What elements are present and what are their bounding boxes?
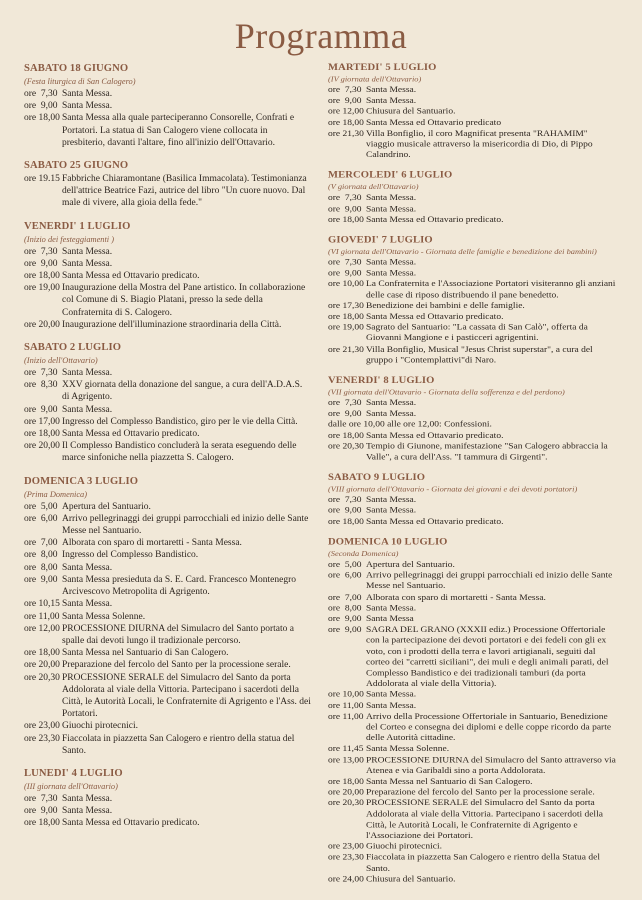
event-text: Ingresso del Complesso Bandistico, giro per le vie della Città.: [62, 416, 298, 427]
event-time: ore 7,00: [24, 538, 58, 549]
event-time: ore 6,00: [328, 571, 362, 581]
event-text: Santa Messa.: [62, 368, 113, 379]
schedule-item: [328, 204, 618, 215]
event-text: Santa Messa nel Santuario di San Calogero.: [366, 777, 533, 787]
event-text: Fabbriche Chiaramontane (Basilica Immacolata). Testimonianza dell'attrice Beatrice Fazi, autrice del libro "Un cuore nuovo. Dal male di vivere, alla gioia della fede.": [62, 174, 307, 209]
event-text: Arrivo pellegrinaggi dei gruppi parrocchiali ed inizio delle Sante Messe nel Santuario.: [366, 571, 613, 592]
event-time: ore 18,00: [24, 271, 60, 282]
event-text: Santa Messa ed Ottavario predicato.: [62, 818, 200, 829]
schedule-item: [24, 513, 312, 537]
event-time: ore 7,30: [24, 793, 58, 804]
day-title: SABATO 9 LUGLIO: [328, 472, 426, 483]
event-time: ore 12,00: [24, 623, 60, 634]
day-section: [328, 537, 618, 886]
event-text: Villa Bonfiglio, Musical "Jesus Christ superstar", a cura del gruppo i "Contemplattivi"di Naro.: [366, 345, 593, 365]
event-text: Chiusura del Santuario.: [366, 107, 456, 117]
event-time: ore 20,30: [328, 442, 364, 452]
event-text: Santa Messa.: [366, 506, 417, 516]
day-section: [24, 475, 312, 757]
event-text: Santa Messa: [366, 614, 414, 624]
event-time: ore 5,00: [24, 501, 58, 512]
event-text: Fiaccolata in piazzetta San Calogero e rientro della Statua del Santo.: [366, 853, 600, 874]
day-section: [328, 170, 618, 226]
event-time: ore 11,00: [328, 712, 364, 722]
event-time: ore 19.15: [24, 174, 60, 185]
schedule-item: [24, 598, 312, 610]
event-text: Santa Messa.: [366, 409, 417, 419]
event-text: Santa Messa.: [62, 258, 113, 269]
schedule-item: [24, 574, 312, 598]
event-text: SAGRA DEL GRANO (XXXII ediz.) Processione Offertoriale con la partecipazione dei devoti portatori e dei fedeli con gli ex voto, con i prodotti della terra e lavori artigianali, seguiti dal corteo dei "carretti siciliani", dei muli e degli animali parati, del Complesso Bandistico e dei tradizionali tamburi (da porta Addolorata al viale della Vittoria).: [366, 625, 609, 689]
event-text: Santa Messa.: [62, 246, 113, 257]
schedule-item: [328, 301, 618, 312]
day-section: [24, 767, 312, 830]
event-text: Arrivo pellegrinaggi dei gruppi parrocchiali ed inizio delle Sante Messe nel Santuario.: [62, 513, 309, 537]
event-text: Santa Messa.: [366, 86, 417, 95]
event-time: ore 17,00: [24, 416, 60, 427]
event-time: ore 18,00: [328, 517, 364, 527]
schedule-item: [24, 611, 312, 623]
schedule-item: [24, 623, 312, 647]
event-text: Chiusura del Santuario.: [366, 875, 456, 885]
event-time: ore 7,30: [328, 258, 362, 268]
event-text: Santa Messa.: [62, 806, 113, 817]
event-time: ore 10,00: [328, 690, 364, 700]
schedule-item: [328, 495, 618, 506]
schedule-item: [24, 173, 312, 210]
day-title: DOMENICA 10 LUGLIO: [328, 537, 448, 548]
event-time: ore 9,00: [24, 101, 58, 112]
event-time: ore 9,00: [24, 574, 58, 585]
event-time: ore 7,30: [328, 86, 362, 95]
event-text: Santa Messa.: [366, 398, 417, 408]
event-time: ore 7,30: [24, 368, 58, 379]
event-text: La Confraternita e l'Associazione Portatori visiteranno gli anziani delle case di riposo distribuendo il pane benedetto.: [366, 280, 616, 300]
event-time: ore 9,00: [24, 806, 58, 817]
day-section: [24, 62, 312, 149]
event-time: ore 13,00: [328, 755, 364, 765]
schedule-item: [328, 842, 618, 853]
event-text: Tempio di Giunone, manifestazione "San Calogero abbraccia la Valle", a cura dell'Ass. "I tammura di Girgenti".: [366, 442, 608, 463]
event-time: ore 18,00: [328, 431, 364, 441]
event-time: ore 7,00: [328, 593, 362, 603]
event-text: Santa Messa.: [366, 258, 417, 268]
event-text: Apertura del Santuario.: [366, 560, 455, 570]
schedule-item: [328, 118, 618, 129]
event-time: ore 18,00: [24, 648, 60, 659]
event-text: Villa Bonfiglio, il coro Magnificat presenta "RAHAMIM" viaggio musicale attraverso la misericordia di Dio, di Pippo Calandrino.: [366, 129, 593, 160]
event-time: ore 8,00: [24, 562, 58, 573]
event-text: Apertura del Santuario.: [62, 501, 151, 512]
event-time: ore 11,00: [328, 701, 364, 711]
event-time: ore 7,30: [328, 193, 362, 203]
day-title: VENERDI' 1 LUGLIO: [24, 220, 131, 232]
schedule-item: [328, 96, 618, 107]
day-subtitle: (Inizio dei festeggiamenti ): [24, 234, 115, 244]
day-title: SABATO 25 GIUGNO: [24, 160, 129, 172]
event-text: Santa Messa.: [366, 96, 417, 106]
schedule-item: [24, 537, 312, 549]
event-time: ore 18,00: [24, 818, 60, 829]
event-time: ore 20,00: [328, 788, 364, 798]
day-subtitle: (III giornata dell'Ottavario): [24, 781, 118, 791]
schedule-item: [24, 659, 312, 671]
schedule-item: [328, 603, 618, 614]
event-time: ore 5,00: [328, 560, 362, 570]
event-time: ore 20,00: [24, 319, 60, 330]
schedule-item: [24, 112, 312, 149]
event-text: Santa Messa ed Ottavario predicato: [366, 118, 502, 128]
event-text: PROCESSIONE SERALE del Simulacro del Santo da porta Addolorata al viale della Vittoria. Partecipano i sacerdoti della Città, le Autorità Locali, le Confraternite di Agrigento e l'Ass. dei Portatori.: [62, 672, 311, 720]
day-subtitle: (VI giornata dell'Ottavario - Giornata delle famiglie e benedizione dei bambini): [328, 247, 597, 256]
event-time: ore 20,00: [24, 660, 60, 671]
event-text: Alborata con sparo di mortaretti - Santa Messa.: [62, 538, 242, 549]
schedule-item: [328, 614, 618, 625]
day-title: DOMENICA 3 LUGLIO: [24, 475, 139, 487]
event-text: Il Complesso Bandistico concluderà la serata eseguendo delle marce sinfoniche nella piazzetta S. Calogero.: [62, 441, 297, 464]
event-text: Santa Messa ed Ottavario predicato.: [366, 431, 504, 441]
event-time: ore 19,00: [328, 323, 364, 333]
day-section: [24, 159, 312, 210]
day-section: [328, 375, 618, 463]
event-text: Santa Messa ed Ottavario predicato.: [366, 517, 504, 527]
schedule-item: [328, 107, 618, 118]
event-time: ore 9,00: [24, 404, 58, 415]
event-text: Santa Messa.: [366, 690, 417, 700]
day-section: [24, 220, 312, 331]
event-time: ore 20,30: [328, 799, 364, 809]
event-time: ore 21,30: [328, 345, 364, 355]
event-time: ore 24,00: [328, 875, 364, 885]
schedule-item: [328, 85, 618, 96]
event-time: ore 9,00: [328, 204, 362, 214]
schedule-item: [328, 777, 618, 788]
schedule-item: [24, 404, 312, 416]
event-text: Santa Messa.: [366, 269, 417, 279]
event-time: ore 7,30: [328, 496, 362, 505]
day-title: MERCOLEDI' 6 LUGLIO: [328, 170, 453, 181]
day-subtitle: (Festa liturgica di San Calogero): [24, 77, 136, 86]
right-column: [328, 62, 618, 894]
event-text: Fiaccolata in piazzetta San Calogero e rientro della statua del Santo.: [62, 733, 295, 756]
day-section: [328, 62, 618, 161]
event-text: Giuochi pirotecnici.: [62, 721, 138, 732]
event-text: Santa Messa nel Santuario di San Calogero.: [62, 648, 229, 659]
schedule-item: [24, 270, 312, 282]
day-title: GIOVEDI' 7 LUGLIO: [328, 235, 433, 246]
event-time: ore 9,00: [24, 258, 58, 269]
day-section: [24, 341, 312, 465]
schedule-item: [328, 129, 618, 162]
event-time: ore 11,00: [24, 611, 60, 622]
day-subtitle: (V giornata dell'Ottavario): [328, 183, 419, 192]
schedule-item: [24, 379, 312, 403]
schedule-item: [328, 431, 618, 442]
event-time: ore 9,00: [328, 409, 362, 419]
event-time: ore 11,45: [328, 744, 364, 754]
schedule-item: [328, 701, 618, 712]
schedule-item: [24, 501, 312, 513]
event-text: Preparazione del fercolo del Santo per la processione serale.: [62, 660, 291, 671]
event-time: ore 17,30: [328, 301, 364, 311]
event-text: Santa Messa.: [62, 793, 113, 804]
event-text: Santa Messa.: [62, 599, 113, 610]
event-time: ore 7,30: [24, 89, 58, 99]
schedule-item: [24, 720, 312, 732]
event-text: Santa Messa presieduta da S. E. Card. Francesco Montenegro Arcivescovo Metropolita di Agrigento.: [62, 574, 297, 598]
schedule-item: [328, 268, 618, 279]
schedule-item: [24, 549, 312, 561]
event-text: PROCESSIONE DIURNA del Simulacro del Santo portato a spalle dai devoti lungo il tradizionale percorso.: [62, 623, 294, 646]
event-text: Preparazione del fercolo del Santo per la processione serale.: [366, 788, 595, 798]
day-subtitle: (VII giornata dell'Ottavario - Giornata della sofferenza e del perdono): [328, 388, 565, 397]
event-text: Santa Messa ed Ottavario predicato.: [62, 271, 200, 282]
event-time: ore 8,00: [328, 603, 362, 613]
schedule-item: [328, 441, 618, 463]
schedule-item: [24, 817, 312, 829]
schedule-item: [24, 416, 312, 428]
schedule-item: [24, 733, 312, 757]
schedule-item: [328, 312, 618, 323]
schedule-item: [328, 744, 618, 755]
schedule-item: [328, 712, 618, 745]
event-text: Santa Messa.: [366, 204, 417, 214]
schedule-item: [24, 562, 312, 574]
event-text: Santa Messa alla quale parteciperanno Consorelle, Confrati e Portatori. La statua di San Calogero viene collocata in presbiterio, davanti l'altare, fino all'inizio dell'Ottavario.: [62, 113, 295, 148]
schedule-item: [24, 793, 312, 805]
event-text: Santa Messa.: [62, 404, 113, 415]
event-text: Santa Messa.: [62, 562, 113, 573]
event-time: ore 18,00: [328, 777, 364, 787]
schedule-item: [328, 571, 618, 593]
schedule-item: [328, 409, 618, 420]
event-text: Santa Messa ed Ottavario predicato.: [62, 429, 200, 440]
day-section: [328, 472, 618, 528]
schedule-item: [328, 755, 618, 777]
schedule-item: [24, 647, 312, 659]
event-time: ore 18,00: [328, 215, 364, 225]
event-time: ore 18,00: [24, 113, 60, 124]
left-column: [24, 62, 312, 840]
schedule-item: [328, 323, 618, 345]
schedule-item: [24, 672, 312, 721]
schedule-item: [328, 420, 618, 431]
schedule-item: [24, 440, 312, 464]
event-time: ore 23,00: [24, 721, 60, 732]
schedule-item: [24, 805, 312, 817]
schedule-item: [328, 560, 618, 571]
event-time: ore 7,30: [328, 398, 362, 408]
event-time: ore 20,30: [24, 672, 60, 683]
schedule-item: [24, 428, 312, 440]
schedule-item: [328, 517, 618, 528]
day-subtitle: (Seconda Domenica): [328, 549, 399, 558]
event-time: ore 9,00: [328, 506, 362, 516]
event-time: ore 23,00: [328, 842, 364, 852]
day-title: SABATO 2 LUGLIO: [24, 342, 122, 354]
event-text: Alborata con sparo di mortaretti - Santa Messa.: [366, 593, 546, 603]
event-text: Ingresso del Complesso Bandistico.: [62, 550, 199, 561]
day-subtitle: (IV giornata dell'Ottavario): [328, 75, 422, 84]
schedule-item: [328, 874, 618, 885]
event-text: Benedizione dei bambini e delle famiglie.: [366, 301, 525, 311]
event-text: PROCESSIONE SERALE del Simulacro del Santo da porta Addolorata al viale della Vittoria. Partecipano i sacerdoti della Città, le Autorità Locali, le Confraternite di Agrigento e l'Associazione dei Portatori.: [366, 799, 603, 841]
event-text: Arrivo della Processione Offertoriale in Santuario, Benedizione del Corteo e consegna dei diplomi e delle coppe ricordo da parte delle Autorità cittadine.: [366, 712, 612, 744]
event-text: XXV giornata della donazione del sangue, a cura dell'A.D.A.S. di Agrigento.: [62, 380, 303, 403]
day-subtitle: (Inizio dell'Ottavario): [24, 356, 98, 366]
schedule-item: [328, 625, 618, 690]
event-time: ore 10,00: [328, 280, 364, 290]
event-text: Inaugurazione dell'illuminazione straordinaria della Città.: [62, 319, 282, 330]
event-time: ore 8,00: [24, 550, 58, 561]
event-time: ore 20,00: [24, 441, 60, 452]
day-title: LUNEDI' 4 LUGLIO: [24, 767, 123, 779]
schedule-item: [328, 258, 618, 269]
schedule-item: [24, 282, 312, 319]
event-time: ore 7,30: [24, 246, 58, 257]
day-subtitle: (VIII giornata dell'Ottavario - Giornata dei giovani e dei devoti portatori): [328, 485, 578, 494]
event-time: ore 9,00: [328, 96, 362, 106]
schedule-item: [328, 853, 618, 875]
event-time: ore 23,30: [24, 733, 60, 744]
event-time: ore 18,00: [24, 429, 60, 440]
event-time: ore 10,15: [24, 599, 60, 610]
day-title: SABATO 18 GIUGNO: [24, 63, 129, 74]
event-text: Santa Messa Solenne.: [62, 611, 146, 622]
schedule-item: [328, 344, 618, 366]
schedule-item: [328, 398, 618, 409]
schedule-item: [24, 100, 312, 112]
event-text: Inaugurazione della Mostra del Pane artistico. In collaborazione col Comune di S. Biagio Platani, presso la sede della Confraternita di S. Calogero.: [62, 283, 306, 318]
event-time: ore 9,00: [328, 269, 362, 279]
event-time: ore 21,30: [328, 129, 364, 139]
event-text: PROCESSIONE DIURNA del Simulacro del Santo attraverso via Atenea e via Garibaldi sino a porta Addolorata.: [366, 755, 616, 776]
event-time: ore 19,00: [24, 283, 60, 294]
event-text: dalle ore 10,00 alle ore 12,00: Confessioni.: [328, 420, 492, 430]
event-text: Santa Messa.: [366, 496, 417, 505]
schedule-item: [328, 592, 618, 603]
event-text: Santa Messa ed Ottavario predicato.: [366, 215, 504, 225]
event-time: ore 23,30: [328, 853, 364, 863]
day-section: [328, 234, 618, 366]
event-text: Santa Messa.: [62, 89, 113, 99]
event-text: Santa Messa.: [366, 193, 417, 203]
schedule-item: [24, 319, 312, 331]
event-time: ore 18,00: [328, 118, 364, 128]
day-title: MARTEDI' 5 LUGLIO: [328, 62, 437, 73]
event-time: ore 9,00: [328, 625, 362, 635]
event-text: Santa Messa.: [366, 603, 417, 613]
event-time: ore 6,00: [24, 513, 58, 524]
event-text: Sagrato del Santuario: "La cassata di San Calò", offerta da Giovanni Mangione e i pasticceri agrigentini.: [366, 323, 588, 344]
event-time: ore 8,30: [24, 380, 58, 391]
event-time: ore 18,00: [328, 312, 364, 322]
day-subtitle: (Prima Domenica): [24, 489, 88, 499]
event-text: Giuochi pirotecnici.: [366, 842, 442, 852]
event-text: Santa Messa Solenne.: [366, 744, 450, 754]
event-time: ore 9,00: [328, 614, 362, 624]
day-title: VENERDI' 8 LUGLIO: [328, 375, 435, 386]
schedule-item: [328, 279, 618, 301]
schedule-item: [328, 215, 618, 226]
schedule-item: [328, 506, 618, 517]
page-title: Programma: [234, 16, 408, 56]
event-text: Santa Messa.: [62, 101, 113, 112]
schedule-item: [328, 787, 618, 798]
schedule-item: [24, 88, 312, 100]
event-time: ore 12,00: [328, 107, 364, 117]
schedule-item: [328, 193, 618, 204]
schedule-item: [328, 690, 618, 701]
schedule-item: [328, 798, 618, 841]
schedule-item: [24, 367, 312, 379]
event-text: Santa Messa ed Ottavario predicato.: [366, 312, 504, 322]
schedule-item: [24, 246, 312, 258]
event-text: Santa Messa.: [366, 701, 417, 711]
schedule-item: [24, 258, 312, 270]
